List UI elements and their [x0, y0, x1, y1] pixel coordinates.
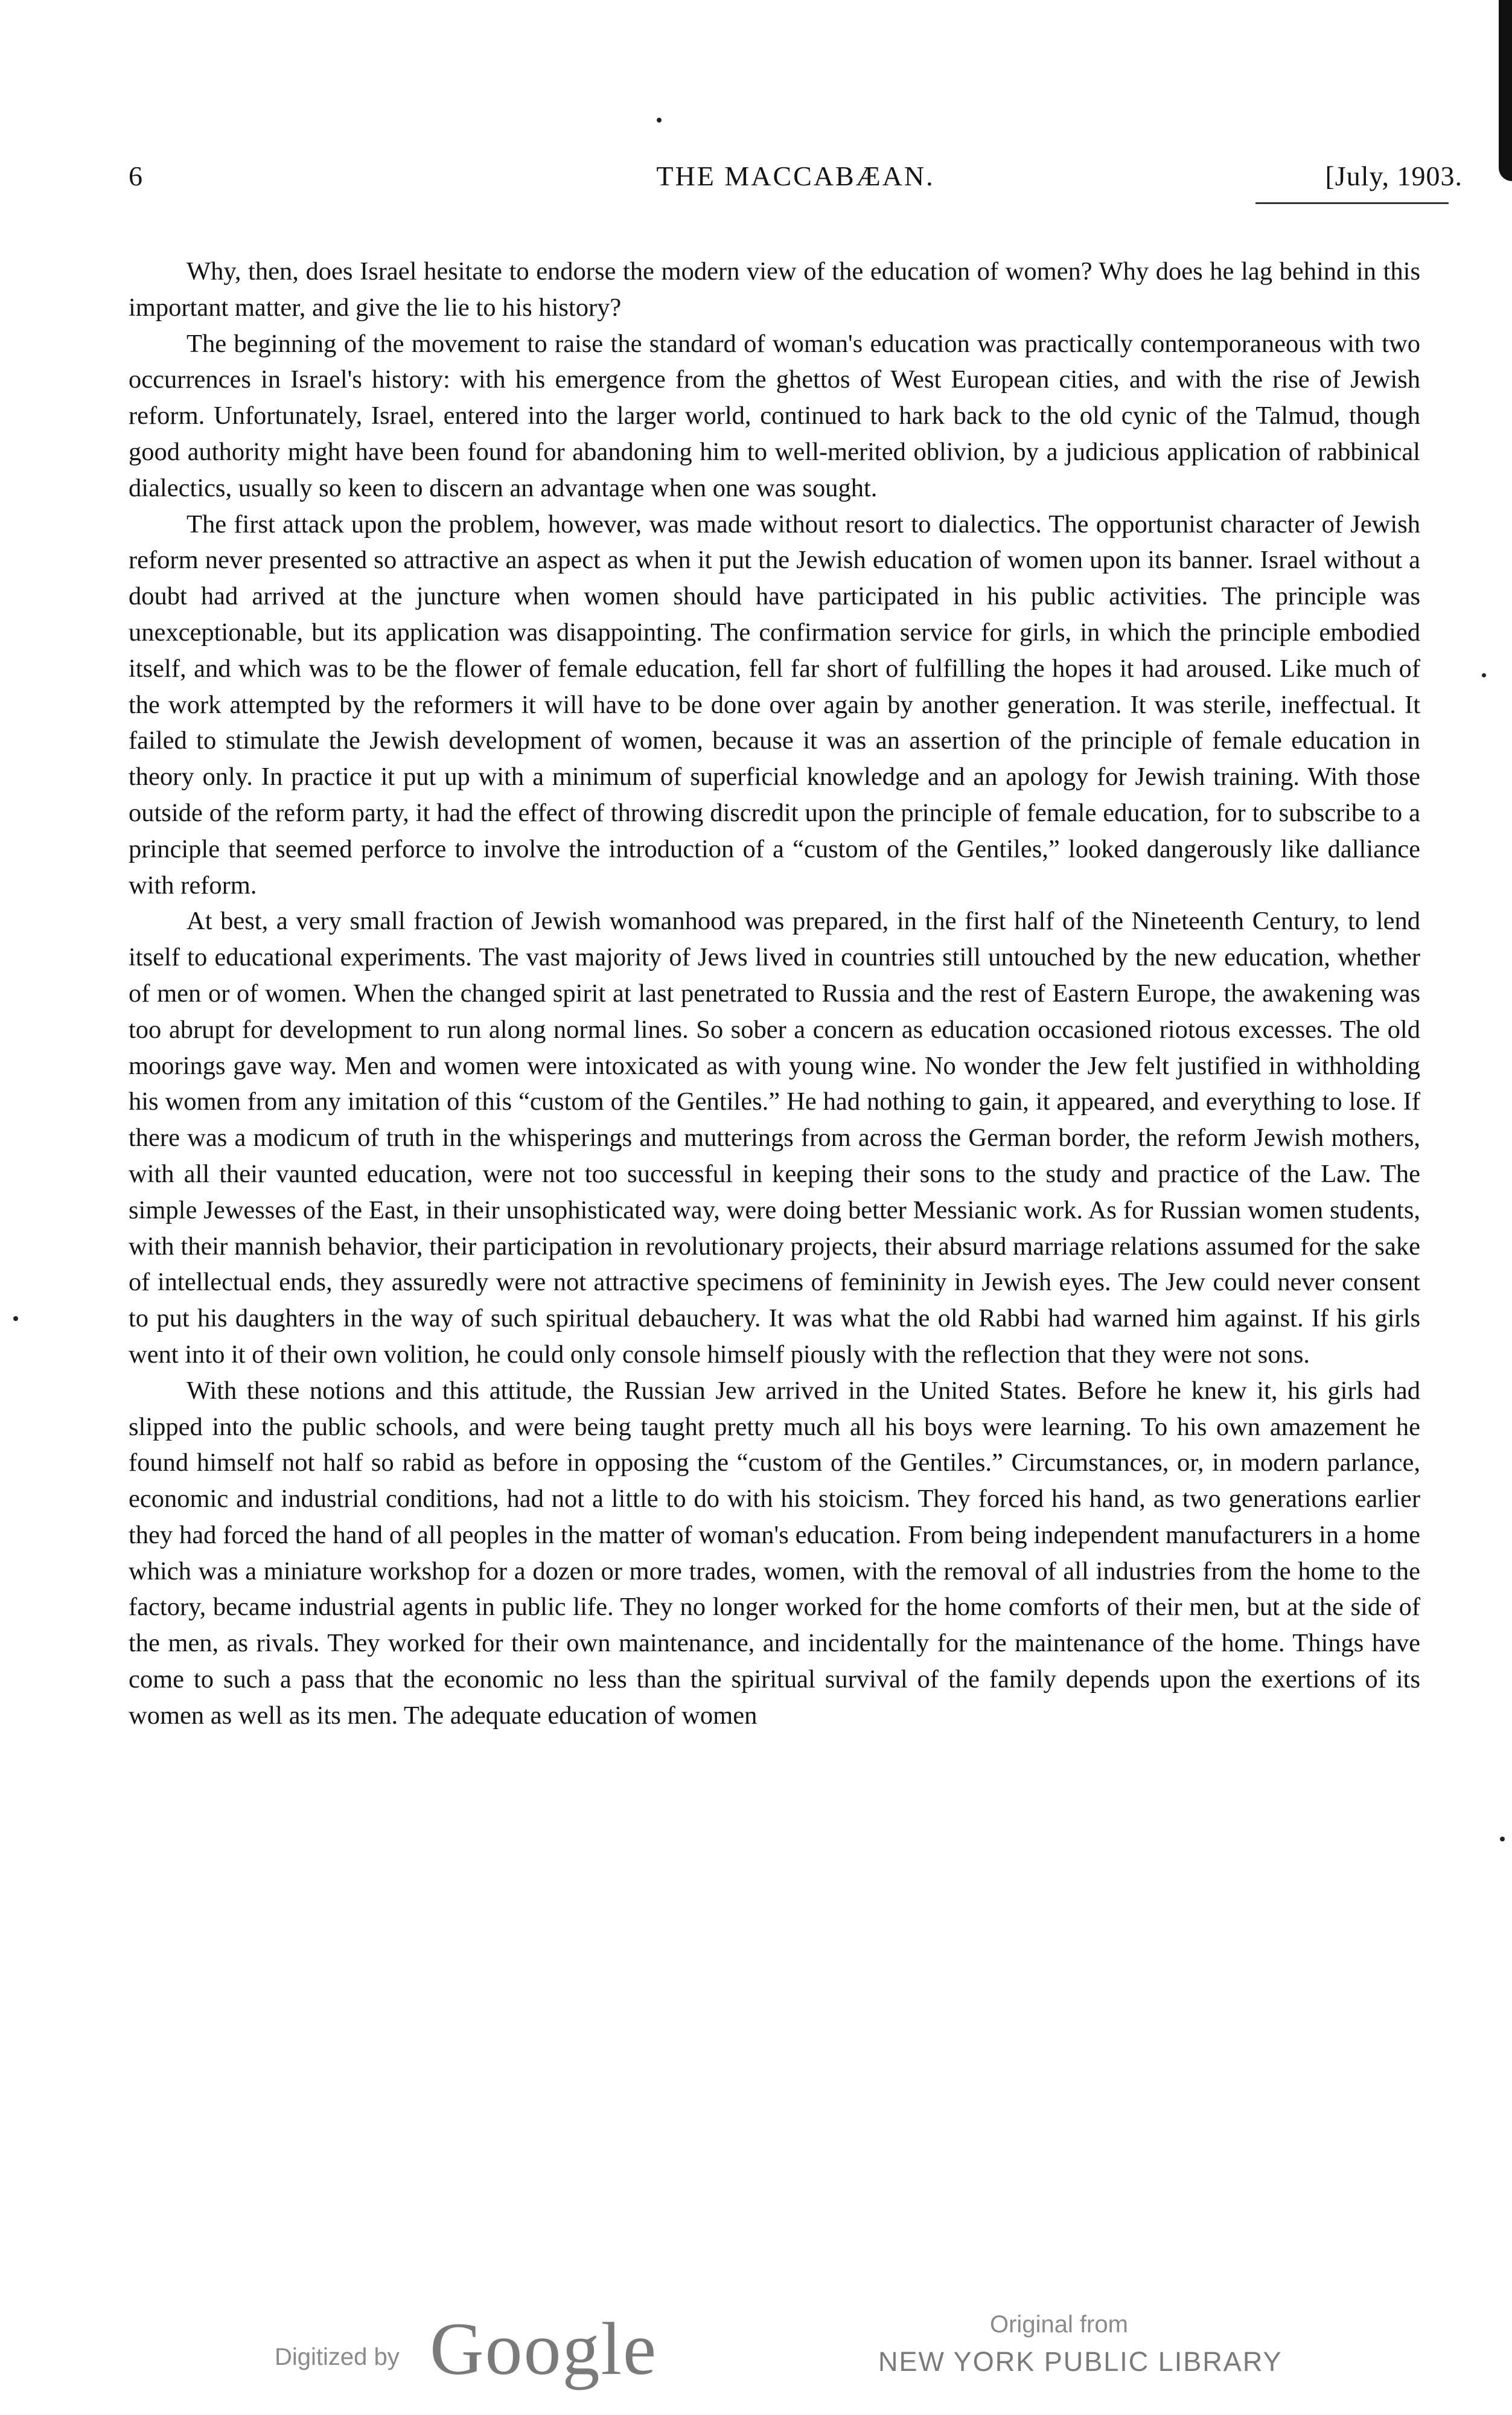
paragraph: Why, then, does Israel hesitate to endorse the modern view of the education of women? Why does he lag behind in this important matter, and give the lie to his history?: [129, 257, 1420, 322]
article-body: [129, 254, 1420, 1734]
paragraph: The first attack upon the problem, however, was made without resort to dialectics. The opportunist character of Jewish reform never presented so attractive an aspect as when it put the Jewish education of women upon its banner. Israel without a doubt had arrived at the juncture when women should have participated in his public activities. The principle was unexceptionable, but its application was disappointing. The confirmation service for girls, in which the principle embodied itself, and which was to be the flower of female education, fell far short of fulfilling the hopes it had aroused. Like much of the work attempted by the reformers it will have to be done over again by another generation. It was sterile, ineffectual. It failed to stimulate the Jewish development of women, because it was an assertion of the principle of female education in theory only. In practice it put up with a minimum of superficial knowledge and an apology for Jewish training. With those outside of the reform party, it had the effect of throwing discredit upon the principle of female education, for to subscribe to a principle that seemed perforce to involve the introduction of a “custom of the Gentiles,” looked dangerously like dalliance with reform.: [129, 510, 1420, 900]
scan-edge-artifact: [1499, 0, 1512, 181]
scan-speck: [13, 1316, 18, 1321]
paragraph: With these notions and this attitude, the Russian Jew arrived in the United States. Before he knew it, his girls had slipped into the public schools, and were being taught pretty much all his boys were learning. To his own amazement he found himself not half so rabid as before in opposing the “custom of the Gentiles.” Circumstances, or, in modern parlance, economic and industrial conditions, had not a little to do with his stoicism. They forced his hand, as two generations earlier they had forced the hand of all peoples in the matter of woman's education. From being independent manufacturers in a home which was a miniature workshop for a dozen or more trades, women, with the removal of all industries from the home to the factory, became industrial agents in public life. They no longer worked for the home comforts of their men, but at the side of the men, as rivals. They worked for their own maintenance, and incidentally for the maintenance of the home. Things have come to such a pass that the economic no less than the spiritual survival of the family depends upon the exertions of its women as well as its men. The adequate education of women: [129, 1376, 1420, 1730]
scan-speck: [1500, 1837, 1505, 1841]
running-title: THE MACCABÆAN.: [656, 161, 935, 191]
library-name: NEW YORK PUBLIC LIBRARY: [878, 2346, 1283, 2377]
page-header: [129, 148, 1463, 202]
issue-date: [July, 1903.: [1325, 161, 1463, 191]
header-rule: [1255, 202, 1449, 204]
page-number: 6: [129, 161, 143, 191]
google-logo: Google: [430, 2308, 658, 2390]
original-from-label: Original from: [990, 2311, 1128, 2338]
paragraph: At best, a very small fraction of Jewish womanhood was prepared, in the first half of the Nineteenth Century, to lend itself to educational experiments. The vast majority of Jews lived in countries still untouched by the new education, whether of men or of women. When the changed spirit at last penetrated to Russia and the rest of Eastern Europe, the awakening was too abrupt for development to run along normal lines. So sober a concern as education occasioned riotous excesses. The old moorings gave way. Men and women were intoxicated as with young wine. No wonder the Jew felt justified in withholding his women from any imitation of this “custom of the Gentiles.” He had nothing to gain, it appeared, and everything to lose. If there was a modicum of truth in the whisperings and mutterings from across the German border, the reform Jewish mothers, with all their vaunted education, were not too successful in keeping their sons to the study and practice of the Law. The simple Jewesses of the East, in their unsophisticated way, were doing better Messianic work. As for Russian women students, with their mannish behavior, their participation in revolutionary projects, their absurd marriage relations assumed for the sake of intellectual ends, they assuredly were not attractive specimens of femininity in Jewish eyes. The Jew could never consent to put his daughters in the way of such spiritual debauchery. It was what the old Rabbi had warned him against. If his girls went into it of their own volition, he could only console himself piously with the reflection that they were not sons.: [129, 907, 1420, 1369]
scan-speck: [1482, 673, 1486, 677]
digitized-by-label: Digitized by: [275, 2344, 400, 2370]
paragraph: The beginning of the movement to raise the standard of woman's education was practically contemporaneous with two occurrences in Israel's history: with his emergence from the ghettos of West European cities, and with the rise of Jewish reform. Unfortunately, Israel, entered into the larger world, continued to hark back to the old cynic of the Talmud, though good authority might have been found for abandoning him to well-merited oblivion, by a judicious application of rabbinical dialectics, usually so keen to discern an advantage when one was sought.: [129, 329, 1420, 502]
digitization-footer: [0, 2306, 1512, 2397]
scan-speck: [657, 118, 662, 123]
